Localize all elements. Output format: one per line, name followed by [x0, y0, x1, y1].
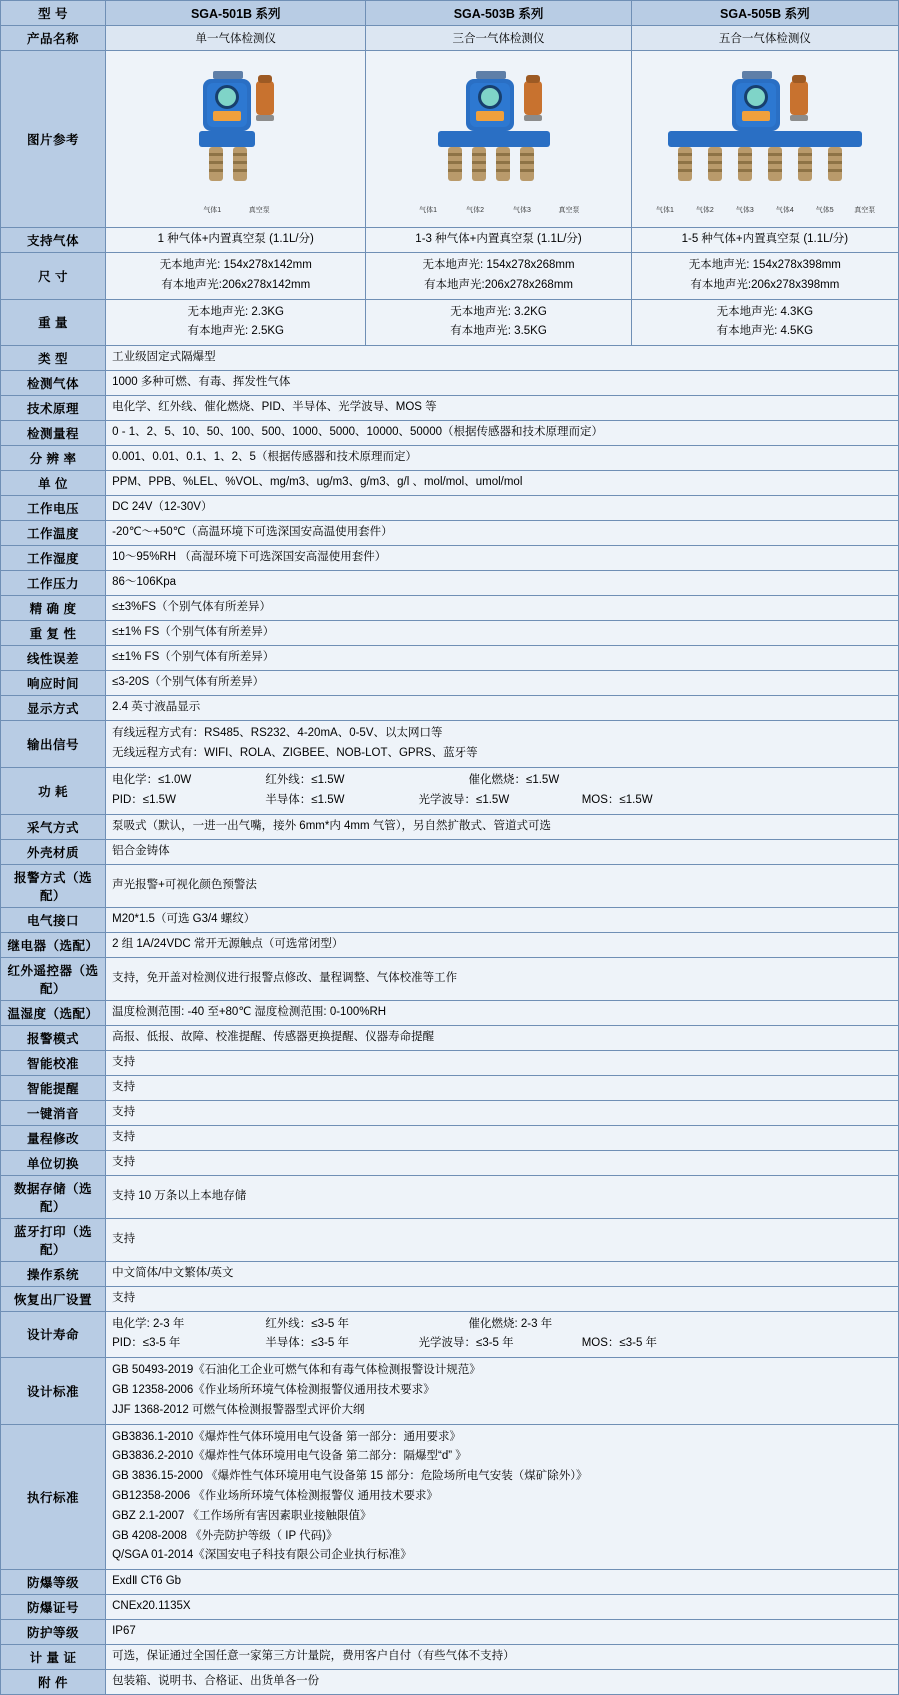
row-label-os: 操作系统 — [1, 1261, 106, 1286]
row-label-relay-opt: 继电器（选配） — [1, 932, 106, 957]
power-optical: 光学波导：≤1.5W — [418, 793, 510, 806]
value-resolution: 0.001、0.01、0.1、1、2、5（根据传感器和技术原理而定） — [106, 446, 899, 471]
value-smart-cal: 支持 — [106, 1050, 899, 1075]
value-detect-gas: 1000 多种可燃、有毒、挥发性气体 — [106, 371, 899, 396]
power-electrochemical: 电化学：≤1.0W — [112, 773, 192, 786]
weight-505b-line2: 有本地声光: 4.5KG — [716, 325, 814, 338]
value-one-key-mute: 支持 — [106, 1100, 899, 1125]
table-row-ip-grade — [1, 1620, 899, 1645]
table-row-display — [1, 696, 899, 721]
table-row-electrical-port — [1, 907, 899, 932]
table-row-detect-gas — [1, 371, 899, 396]
exec-standard-item: Q/SGA 01-2014《深国安电子科技有限公司企业执行标准》 — [112, 1549, 412, 1562]
row-label-unit: 单 位 — [1, 471, 106, 496]
probe-labels-501b: 气体1 真空泵 — [203, 207, 270, 214]
row-label-ex-cert: 防爆证号 — [1, 1595, 106, 1620]
product-name-501b: 单一气体检测仪 — [106, 26, 366, 51]
model-501b: SGA-501B 系列 — [106, 1, 366, 26]
table-row-measure-cert — [1, 1645, 899, 1670]
support-gas-505b: 1-5 种气体+内置真空泵 (1.1L/分) — [631, 228, 898, 253]
weight-503b-line2: 有本地声光: 3.5KG — [450, 325, 547, 338]
value-sampling: 泵吸式（默认，一进一出气嘴，接外 6mm*内 4mm 气管），另自然扩散式、管道式可选 — [106, 814, 899, 839]
row-label-product-name: 产品名称 — [1, 26, 106, 51]
row-label-model: 型 号 — [1, 1, 106, 26]
value-work-pressure: 86～106Kpa — [106, 571, 899, 596]
value-electrical-port: M20*1.5（可选 G3/4 螺纹） — [106, 907, 899, 932]
table-row-sampling — [1, 814, 899, 839]
table-row-work-temp — [1, 521, 899, 546]
value-unit-switch: 支持 — [106, 1150, 899, 1175]
size-501b-line2: 有本地声光:206x278x142mm — [161, 278, 311, 291]
table-row-temp-humi-opt — [1, 1000, 899, 1025]
value-repeat: ≤±1% FS（个别气体有所差异） — [106, 621, 899, 646]
size-505b — [631, 253, 898, 300]
probe-labels-505b: 气体1 气体2 气体3 气体4 气体5 真空泵 — [655, 207, 876, 214]
product-name-503b: 三合一气体检测仪 — [366, 26, 631, 51]
table-row-smart-remind — [1, 1075, 899, 1100]
row-label-smart-cal: 智能校准 — [1, 1050, 106, 1075]
weight-501b-line1: 无本地声光: 2.3KG — [187, 305, 284, 318]
power-semiconductor: 半导体：≤1.5W — [265, 793, 345, 806]
product-image-505b — [631, 51, 898, 228]
table-row-model — [1, 1, 899, 26]
table-row-ir-remote-opt — [1, 957, 899, 1000]
row-label-repeat: 重 复 性 — [1, 621, 106, 646]
value-relay-opt: 2 组 1A/24VDC 常开无源触点（可选常闭型） — [106, 932, 899, 957]
gas-detector-illustration — [640, 63, 890, 203]
size-503b-line1: 无本地声光: 154x278x268mm — [422, 259, 575, 271]
value-type: 工业级固定式隔爆型 — [106, 346, 899, 371]
life-pid: PID：≤3-5 年 — [112, 1337, 181, 1350]
power-line1 — [112, 771, 892, 791]
table-row-power — [1, 767, 899, 814]
table-row-linear-error — [1, 646, 899, 671]
row-label-range: 检测量程 — [1, 421, 106, 446]
value-work-humidity: 10～95%RH （高湿环境下可选深国安高湿使用套件） — [106, 546, 899, 571]
row-label-tech-principle: 技术原理 — [1, 396, 106, 421]
table-row-repeat — [1, 621, 899, 646]
power-mos: MOS：≤1.5W — [581, 793, 653, 806]
size-503b — [366, 253, 631, 300]
product-image-501b — [106, 51, 366, 228]
row-label-ir-remote-opt: 红外遥控器（选配） — [1, 957, 106, 1000]
table-row-output — [1, 721, 899, 768]
value-accuracy: ≤±3%FS（个别气体有所差异） — [106, 596, 899, 621]
row-label-design-standard: 设计标准 — [1, 1358, 106, 1424]
row-label-work-temp: 工作温度 — [1, 521, 106, 546]
table-row-smart-cal — [1, 1050, 899, 1075]
row-label-image-ref: 图片参考 — [1, 51, 106, 228]
support-gas-501b: 1 种气体+内置真空泵 (1.1L/分) — [106, 228, 366, 253]
value-ex-cert: CNEx20.1135X — [106, 1595, 899, 1620]
size-503b-line2: 有本地声光:206x278x268mm — [424, 278, 573, 291]
row-label-size: 尺 寸 — [1, 253, 106, 300]
row-label-ip-grade: 防护等级 — [1, 1620, 106, 1645]
row-label-output: 输出信号 — [1, 721, 106, 768]
row-label-type: 类 型 — [1, 346, 106, 371]
weight-501b-line2: 有本地声光: 2.5KG — [187, 325, 284, 338]
weight-501b — [106, 299, 366, 346]
value-work-voltage: DC 24V（12-30V） — [106, 496, 899, 521]
row-label-sampling: 采气方式 — [1, 814, 106, 839]
table-row-ex-cert — [1, 1595, 899, 1620]
row-label-shell: 外壳材质 — [1, 839, 106, 864]
table-row-data-storage-opt — [1, 1175, 899, 1218]
value-unit: PPM、PPB、%LEL、%VOL、mg/m3、ug/m3、g/m3、g/l 、mol/mol、umol/mol — [106, 471, 899, 496]
value-shell: 铝合金铸体 — [106, 839, 899, 864]
table-row-alarm-modes — [1, 1025, 899, 1050]
row-label-linear-error: 线性误差 — [1, 646, 106, 671]
value-alarm-mode-opt: 声光报警+可视化颜色预警法 — [106, 864, 899, 907]
table-row-product-name — [1, 26, 899, 51]
table-row-bt-print-opt — [1, 1218, 899, 1261]
row-label-display: 显示方式 — [1, 696, 106, 721]
table-row-work-pressure — [1, 571, 899, 596]
row-label-alarm-modes: 报警模式 — [1, 1025, 106, 1050]
row-label-bt-print-opt: 蓝牙打印（选配） — [1, 1218, 106, 1261]
model-505b: SGA-505B 系列 — [631, 1, 898, 26]
row-label-temp-humi-opt: 温湿度（选配） — [1, 1000, 106, 1025]
weight-503b — [366, 299, 631, 346]
table-row-ex-grade — [1, 1570, 899, 1595]
value-factory-reset: 支持 — [106, 1286, 899, 1311]
value-bt-print-opt: 支持 — [106, 1218, 899, 1261]
table-row-accuracy — [1, 596, 899, 621]
exec-standard-item: GB 3836.15-2000 《爆炸性气体环境用电气设备第 15 部分：危险场所电气安装（煤矿除外）》 — [112, 1470, 588, 1483]
row-label-alarm-mode-opt: 报警方式（选配） — [1, 864, 106, 907]
value-ip-grade: IP67 — [106, 1620, 899, 1645]
table-row-alarm-mode-opt — [1, 864, 899, 907]
value-linear-error: ≤±1% FS（个别气体有所差异） — [106, 646, 899, 671]
size-505b-line2: 有本地声光:206x278x398mm — [690, 278, 840, 291]
row-label-response-time: 响应时间 — [1, 671, 106, 696]
row-label-accessories: 附 件 — [1, 1670, 106, 1695]
row-label-accuracy: 精 确 度 — [1, 596, 106, 621]
value-os: 中文简体/中文繁体/英文 — [106, 1261, 899, 1286]
table-row-work-voltage — [1, 496, 899, 521]
gas-detector-illustration — [161, 63, 311, 203]
row-label-one-key-mute: 一键消音 — [1, 1100, 106, 1125]
row-label-resolution: 分 辨 率 — [1, 446, 106, 471]
row-label-power: 功 耗 — [1, 767, 106, 814]
value-work-temp: -20℃～+50℃（高温环境下可选深国安高温使用套件） — [106, 521, 899, 546]
value-accessories: 包装箱、说明书、合格证、出货单各一份 — [106, 1670, 899, 1695]
life-mos: MOS：≤3-5 年 — [581, 1337, 658, 1350]
value-power — [106, 767, 899, 814]
row-label-support-gas: 支持气体 — [1, 228, 106, 253]
value-smart-remind: 支持 — [106, 1075, 899, 1100]
table-row-design-life — [1, 1311, 899, 1358]
product-name-505b: 五合一气体检测仪 — [631, 26, 898, 51]
row-label-measure-cert: 计 量 证 — [1, 1645, 106, 1670]
device-drawing-1-gas — [161, 63, 311, 215]
table-row-os — [1, 1261, 899, 1286]
value-alarm-modes: 高报、低报、故障、校准提醒、传感器更换提醒、仪器寿命提醒 — [106, 1025, 899, 1050]
value-measure-cert: 可选，保证通过全国任意一家第三方计量院，费用客户自付（有些气体不支持） — [106, 1645, 899, 1670]
table-row-exec-standard — [1, 1424, 899, 1570]
value-range: 0 - 1、2、5、10、50、100、500、1000、5000、10000、50000（根据传感器和技术原理而定） — [106, 421, 899, 446]
life-catalytic: 催化燃烧: 2-3 年 — [468, 1317, 553, 1330]
row-label-range-modify: 量程修改 — [1, 1125, 106, 1150]
life-optical: 光学波导：≤3-5 年 — [418, 1337, 514, 1350]
table-row-type — [1, 346, 899, 371]
probe-labels-503b: 气体1 气体2 气体3 真空泵 — [419, 207, 580, 214]
row-label-work-pressure: 工作压力 — [1, 571, 106, 596]
power-infrared: 红外线：≤1.5W — [265, 773, 345, 786]
design-life-line2 — [112, 1334, 892, 1354]
table-row-range — [1, 421, 899, 446]
row-label-detect-gas: 检测气体 — [1, 371, 106, 396]
table-row-unit-switch — [1, 1150, 899, 1175]
value-response-time: ≤3-20S（个别气体有所差异） — [106, 671, 899, 696]
value-ir-remote-opt: 支持，免开盖对检测仪进行报警点修改、量程调整、气体校准等工作 — [106, 957, 899, 1000]
power-line2 — [112, 791, 892, 811]
design-standard-item: GB 12358-2006《作业场所环境气体检测报警仪通用技术要求》 — [112, 1383, 435, 1396]
value-output — [106, 721, 899, 768]
table-row-relay-opt — [1, 932, 899, 957]
value-ex-grade: ExdⅡ CT6 Gb — [106, 1570, 899, 1595]
weight-503b-line1: 无本地声光: 3.2KG — [450, 305, 547, 318]
output-wireless: 无线远程方式有：WIFI、ROLA、ZIGBEE、NOB-LOT、GPRS、蓝牙等 — [112, 747, 478, 760]
power-catalytic: 催化燃烧：≤1.5W — [468, 773, 560, 786]
design-life-line1 — [112, 1315, 892, 1335]
row-label-weight: 重 量 — [1, 299, 106, 346]
device-drawing-5-gas — [640, 63, 890, 215]
exec-standard-item: GB3836.1-2010《爆炸性气体环境用电气设备 第一部分：通用要求》 — [112, 1430, 462, 1443]
row-label-electrical-port: 电气接口 — [1, 907, 106, 932]
table-row-shell — [1, 839, 899, 864]
value-exec-standard — [106, 1424, 899, 1570]
row-label-data-storage-opt: 数据存储（选配） — [1, 1175, 106, 1218]
gas-detector-illustration — [404, 63, 594, 203]
design-standard-item: JJF 1368-2012 可燃气体检测报警器型式评价大纲 — [112, 1403, 365, 1416]
exec-standard-item: GBZ 2.1-2007 《工作场所有害因素职业接触限值》 — [112, 1509, 372, 1522]
table-row-accessories — [1, 1670, 899, 1695]
value-design-life — [106, 1311, 899, 1358]
value-data-storage-opt: 支持 10 万条以上本地存储 — [106, 1175, 899, 1218]
table-row-weight — [1, 299, 899, 346]
product-image-503b — [366, 51, 631, 228]
table-row-resolution — [1, 446, 899, 471]
size-505b-line1: 无本地声光: 154x278x398mm — [688, 259, 841, 271]
support-gas-503b: 1-3 种气体+内置真空泵 (1.1L/分) — [366, 228, 631, 253]
model-503b: SGA-503B 系列 — [366, 1, 631, 26]
table-row-support-gas — [1, 228, 899, 253]
exec-standard-item: GB12358-2006 《作业场所环境气体检测报警仪 通用技术要求》 — [112, 1490, 439, 1502]
design-standard-item: GB 50493-2019《石油化工企业可燃气体和有毒气体检测报警设计规范》 — [112, 1364, 481, 1377]
exec-standard-item: GB3836.2-2010《爆炸性气体环境用电气设备 第二部分：隔爆型“d” 》 — [112, 1450, 467, 1463]
table-row-unit — [1, 471, 899, 496]
life-electrochemical: 电化学: 2-3 年 — [112, 1317, 185, 1330]
device-drawing-3-gas — [404, 63, 594, 215]
table-row-response-time — [1, 671, 899, 696]
row-label-smart-remind: 智能提醒 — [1, 1075, 106, 1100]
table-row-work-humidity — [1, 546, 899, 571]
exec-standard-item: GB 4208-2008 《外壳防护等级（ IP 代码)》 — [112, 1529, 338, 1542]
row-label-work-voltage: 工作电压 — [1, 496, 106, 521]
row-label-ex-grade: 防爆等级 — [1, 1570, 106, 1595]
value-range-modify: 支持 — [106, 1125, 899, 1150]
weight-505b — [631, 299, 898, 346]
row-label-design-life: 设计寿命 — [1, 1311, 106, 1358]
table-row-factory-reset — [1, 1286, 899, 1311]
weight-505b-line1: 无本地声光: 4.3KG — [716, 305, 814, 318]
table-row-image-ref — [1, 51, 899, 228]
table-row-one-key-mute — [1, 1100, 899, 1125]
value-design-standard — [106, 1358, 899, 1424]
life-infrared: 红外线：≤3-5 年 — [265, 1317, 349, 1330]
table-row-size — [1, 253, 899, 300]
size-501b-line1: 无本地声光: 154x278x142mm — [159, 259, 312, 271]
value-tech-principle: 电化学、红外线、催化燃烧、PID、半导体、光学波导、MOS 等 — [106, 396, 899, 421]
row-label-factory-reset: 恢复出厂设置 — [1, 1286, 106, 1311]
row-label-work-humidity: 工作湿度 — [1, 546, 106, 571]
value-temp-humi-opt: 温度检测范围: -40 至+80℃ 湿度检测范围: 0-100%RH — [106, 1000, 899, 1025]
output-wired: 有线远程方式有：RS485、RS232、4-20mA、0-5V、以太网口等 — [112, 727, 443, 740]
life-semiconductor: 半导体：≤3-5 年 — [265, 1337, 349, 1350]
row-label-exec-standard: 执行标准 — [1, 1424, 106, 1570]
table-row-design-standard — [1, 1358, 899, 1424]
size-501b — [106, 253, 366, 300]
table-row-tech-principle — [1, 396, 899, 421]
value-display: 2.4 英寸液晶显示 — [106, 696, 899, 721]
power-pid: PID：≤1.5W — [112, 793, 176, 806]
row-label-unit-switch: 单位切换 — [1, 1150, 106, 1175]
table-row-range-modify — [1, 1125, 899, 1150]
